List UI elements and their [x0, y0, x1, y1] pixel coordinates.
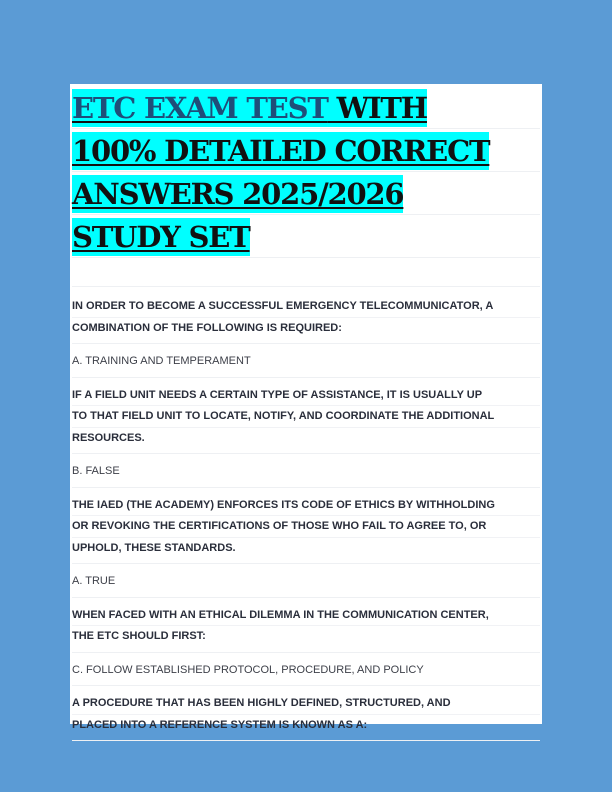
answer	[72, 351, 540, 378]
document-title	[72, 86, 540, 258]
answer-line: A. TRUE	[72, 575, 116, 587]
question-line: COMBINATION OF THE FOLLOWING IS REQUIRED:	[72, 321, 342, 334]
question	[72, 693, 540, 741]
answer-line: B. FALSE	[72, 465, 120, 477]
answer-line: A. TRAINING AND TEMPERAMENT	[72, 355, 251, 367]
question-line: A PROCEDURE THAT HAS BEEN HIGHLY DEFINED, STRUCTURED, AND	[72, 693, 540, 715]
title-text-3: ANSWERS 2025/2026	[72, 177, 404, 211]
title-line-4	[72, 215, 540, 258]
question-line: WHEN FACED WITH AN ETHICAL DILEMMA IN THE COMMUNICATION CENTER,	[72, 605, 540, 627]
question	[72, 385, 540, 455]
question-answer-list	[72, 296, 540, 748]
title-line-1	[72, 86, 540, 129]
title-text-4: STUDY SET	[72, 220, 250, 254]
question-line: THE ETC SHOULD FIRST:	[72, 630, 206, 642]
title-line-2	[72, 129, 540, 172]
document-page	[70, 84, 542, 731]
question-line: PLACED INTO A REFERENCE SYSTEM IS KNOWN AS A:	[72, 718, 368, 731]
question	[72, 495, 540, 565]
blank-row	[72, 254, 540, 287]
title-text-2: 100% DETAILED CORRECT	[72, 134, 490, 168]
question	[72, 296, 540, 344]
title-rest: WITH	[327, 91, 427, 125]
question-line: THE IAED (THE ACADEMY) ENFORCES ITS CODE OF ETHICS BY WITHHOLDING	[72, 495, 540, 517]
title-line-3	[72, 172, 540, 215]
answer	[72, 571, 540, 598]
question-line: IF A FIELD UNIT NEEDS A CERTAIN TYPE OF ASSISTANCE, IT IS USUALLY UP	[72, 385, 540, 407]
answer	[72, 461, 540, 488]
question-line: TO THAT FIELD UNIT TO LOCATE, NOTIFY, AND COORDINATE THE ADDITIONAL	[72, 406, 540, 428]
question-line: OR REVOKING THE CERTIFICATIONS OF THOSE WHO FAIL TO AGREE TO, OR	[72, 516, 540, 538]
question	[72, 605, 540, 653]
title-brand: ETC EXAM TEST	[72, 91, 328, 125]
answer	[72, 660, 540, 687]
answer-line: C. FOLLOW ESTABLISHED PROTOCOL, PROCEDURE, AND POLICY	[72, 663, 424, 676]
question-line: IN ORDER TO BECOME A SUCCESSFUL EMERGENCY TELECOMMUNICATOR, A	[72, 296, 540, 318]
question-line: RESOURCES.	[72, 431, 145, 444]
title-text-1	[72, 89, 427, 127]
question-line: UPHOLD, THESE STANDARDS.	[72, 541, 236, 554]
